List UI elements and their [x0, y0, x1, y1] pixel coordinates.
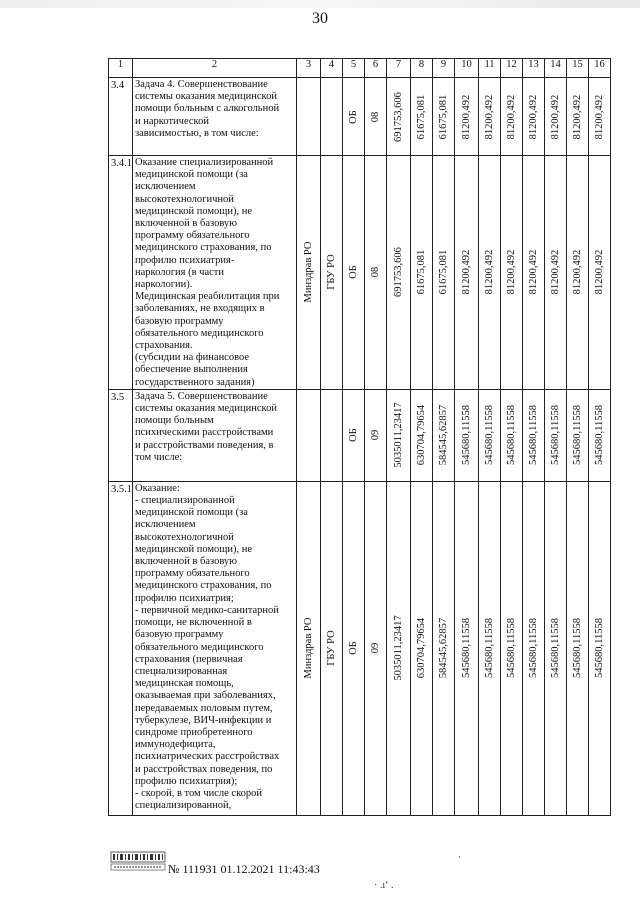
table-row — [109, 389, 611, 481]
budget-source-cell — [343, 389, 365, 481]
year-value-cell — [545, 389, 567, 481]
year-value-cell — [433, 78, 455, 156]
cell-value: 691753,606 — [392, 91, 404, 142]
header-cell: 5 — [343, 59, 365, 78]
row-number: 3.4 — [109, 78, 133, 156]
cell-value: 545680,11558 — [571, 618, 583, 679]
year-value-cell — [433, 481, 455, 815]
cell-value: Минздрав РО — [302, 241, 314, 303]
year-value-cell — [411, 481, 433, 815]
year-value-cell — [501, 78, 523, 156]
header-cell: 10 — [455, 59, 479, 78]
cell-value: 545680,11558 — [460, 405, 472, 466]
row-number: 3.5 — [109, 389, 133, 481]
cell-value: 81200,492 — [460, 250, 472, 295]
year-value-cell — [589, 78, 611, 156]
cell-value: ГБУ РО — [325, 630, 337, 667]
cell-value: 81200,492 — [527, 94, 539, 139]
cell-value: 81200,492 — [549, 250, 561, 295]
total-cell — [387, 481, 411, 815]
cell-value: 09 — [369, 430, 381, 441]
cell-value: 584545,62857 — [437, 405, 449, 466]
year-value-cell — [501, 156, 523, 390]
year-value-cell — [545, 481, 567, 815]
year-value-cell — [479, 78, 501, 156]
cell-value: 81200,492 — [527, 250, 539, 295]
year-value-cell — [433, 389, 455, 481]
executor-cell — [297, 389, 321, 481]
cell-value: ОБ — [347, 641, 359, 656]
cell-value: 61675,081 — [415, 250, 427, 295]
cell-value: 545680,11558 — [527, 618, 539, 679]
total-cell — [387, 156, 411, 390]
year-value-cell — [455, 389, 479, 481]
header-cell: 11 — [479, 59, 501, 78]
year-value-cell — [589, 156, 611, 390]
year-value-cell — [411, 78, 433, 156]
row-description: Оказание специализированной медицинской помощи (за исключением высокотехнологичной медицинской помощи), не включенной в базовую программу обязательного медицинского страхования, по профилю психиатрия- наркология (в части наркологии). Медицинская реабилитация при заболеваниях, не входящих в базовую программу обязательного медицинского страхования. (субсидии на финансовое обеспечение выполнения государственного задания) — [133, 156, 297, 390]
cell-value: 545680,11558 — [505, 405, 517, 466]
cell-value: ГБУ РО — [325, 254, 337, 291]
participant-cell — [321, 389, 343, 481]
row-description: Задача 4. Совершенствование системы оказания медицинской помощи больным с алкогольной и наркотической зависимостью, в том числе: — [133, 78, 297, 156]
executor-cell — [297, 156, 321, 390]
cell-value: 81200,492 — [505, 94, 517, 139]
year-value-cell — [433, 156, 455, 390]
cell-value: 81200,492 — [460, 94, 472, 139]
year-value-cell — [523, 78, 545, 156]
budget-table — [108, 58, 611, 816]
year-value-cell — [479, 389, 501, 481]
cell-value: 630704,79654 — [415, 405, 427, 466]
cell-value: 81200,492 — [571, 250, 583, 295]
year-value-cell — [545, 156, 567, 390]
header-cell: 7 — [387, 59, 411, 78]
code-cell — [365, 481, 387, 815]
cell-value: 545680,11558 — [483, 405, 495, 466]
header-cell: 12 — [501, 59, 523, 78]
page-number: 30 — [312, 10, 328, 27]
executor-cell — [297, 481, 321, 815]
participant-cell — [321, 78, 343, 156]
row-description: Оказание: - специализированной медицинской помощи (за исключением высокотехнологичной медицинской помощи), не включенной в базовую программу обязательного медицинского страхования, по профилю психиатрия; - первичной медико-санитарной помощи, не включенной в базовую программу обязательного медицинского страхования (первичная специализированная медицинская помощь, оказываемая при заболеваниях, передаваемых половым путем, туберкулезе, ВИЧ-инфекции и синдроме приобретенного иммунодефицита, психиатрических расстройствах и расстройствах поведения, по профилю психиатрия); - скорой, в том числе скорой специализированной, — [133, 481, 297, 815]
year-value-cell — [567, 156, 589, 390]
header-cell: 9 — [433, 59, 455, 78]
cell-value: 545680,11558 — [571, 405, 583, 466]
cell-value: ОБ — [347, 109, 359, 124]
year-value-cell — [523, 481, 545, 815]
year-value-cell — [523, 389, 545, 481]
cell-value: 81200,492 — [571, 94, 583, 139]
budget-source-cell — [343, 156, 365, 390]
header-row — [109, 59, 611, 78]
header-cell: 16 — [589, 59, 611, 78]
year-value-cell — [411, 156, 433, 390]
cell-value: 09 — [369, 643, 381, 654]
year-value-cell — [589, 481, 611, 815]
row-number: 3.5.1 — [109, 481, 133, 815]
participant-cell — [321, 156, 343, 390]
cell-value: 545680,11558 — [549, 618, 561, 679]
code-cell — [365, 389, 387, 481]
cell-value: 81200,492 — [483, 250, 495, 295]
header-cell: 14 — [545, 59, 567, 78]
budget-source-cell — [343, 78, 365, 156]
cell-value: 81200,492 — [549, 94, 561, 139]
year-value-cell — [455, 156, 479, 390]
year-value-cell — [567, 389, 589, 481]
header-cell: 2 — [133, 59, 297, 78]
cell-value: 5035011,23417 — [392, 402, 404, 468]
cell-value: 545680,11558 — [593, 618, 605, 679]
table-row — [109, 78, 611, 156]
total-cell — [387, 389, 411, 481]
year-value-cell — [589, 389, 611, 481]
cell-value: 630704,79654 — [415, 618, 427, 679]
code-cell — [365, 156, 387, 390]
cell-value: 61675,081 — [437, 250, 449, 295]
year-value-cell — [479, 156, 501, 390]
budget-source-cell — [343, 481, 365, 815]
cell-value: 08 — [369, 267, 381, 278]
row-number: 3.4.1 — [109, 156, 133, 390]
row-description: Задача 5. Совершенствование системы оказания медицинской помощи больным психическими расстройствами и расстройствами поведения, в том числе: — [133, 389, 297, 481]
table-row — [109, 156, 611, 390]
header-cell: 3 — [297, 59, 321, 78]
cell-value: 691753,606 — [392, 247, 404, 298]
barcode-stamp — [110, 850, 166, 872]
total-cell — [387, 78, 411, 156]
participant-cell — [321, 481, 343, 815]
header-cell: 4 — [321, 59, 343, 78]
barcode-icon — [110, 850, 166, 872]
scan-speck: ⸳ — [458, 851, 461, 862]
cell-value: 61675,081 — [415, 94, 427, 139]
cell-value: 81200,492 — [505, 250, 517, 295]
cell-value: 61675,081 — [437, 94, 449, 139]
scan-speck: · .ı‘ . — [374, 880, 394, 891]
executor-cell — [297, 78, 321, 156]
cell-value: ОБ — [347, 265, 359, 280]
year-value-cell — [501, 389, 523, 481]
year-value-cell — [501, 481, 523, 815]
cell-value: 08 — [369, 111, 381, 122]
year-value-cell — [411, 389, 433, 481]
year-value-cell — [479, 481, 501, 815]
cell-value: 81200,492 — [483, 94, 495, 139]
scan-edge — [0, 0, 640, 8]
header-cell: 6 — [365, 59, 387, 78]
cell-value: ОБ — [347, 428, 359, 443]
header-cell: 15 — [567, 59, 589, 78]
cell-value: 545680,11558 — [505, 618, 517, 679]
header-cell: 8 — [411, 59, 433, 78]
year-value-cell — [545, 78, 567, 156]
cell-value: 81200,492 — [593, 250, 605, 295]
header-cell: 13 — [523, 59, 545, 78]
document-mark: № 111931 01.12.2021 11:43:43 — [168, 862, 320, 876]
year-value-cell — [567, 78, 589, 156]
cell-value: 584545,62857 — [437, 618, 449, 679]
table-row — [109, 481, 611, 815]
cell-value: 545680,11558 — [527, 405, 539, 466]
header-cell: 1 — [109, 59, 133, 78]
year-value-cell — [523, 156, 545, 390]
year-value-cell — [567, 481, 589, 815]
cell-value: 545680,11558 — [593, 405, 605, 466]
cell-value: 5035011,23417 — [392, 615, 404, 681]
year-value-cell — [455, 78, 479, 156]
cell-value: 545680,11558 — [549, 405, 561, 466]
code-cell — [365, 78, 387, 156]
year-value-cell — [455, 481, 479, 815]
cell-value: Минздрав РО — [302, 617, 314, 679]
cell-value: 545680,11558 — [460, 618, 472, 679]
cell-value: 545680,11558 — [483, 618, 495, 679]
cell-value: 81200,492 — [593, 94, 605, 139]
